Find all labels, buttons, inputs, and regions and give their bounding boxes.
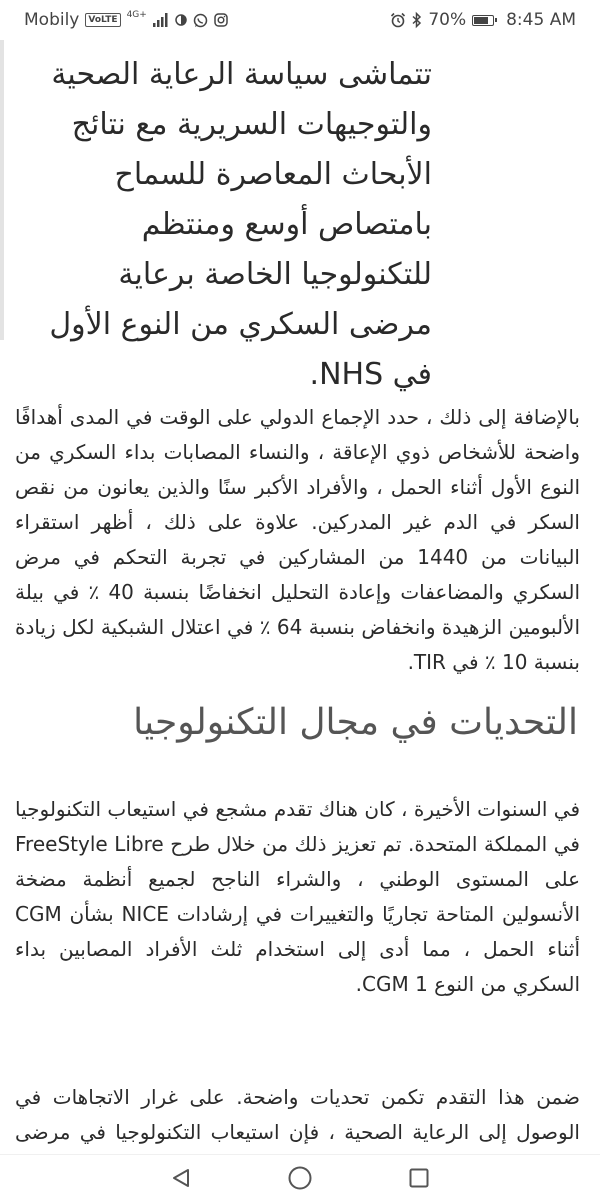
volte-badge: VoLTE — [85, 13, 120, 27]
status-left — [24, 10, 228, 30]
status-right — [390, 10, 576, 30]
navigation-bar — [0, 1154, 600, 1200]
section-heading: التحديات في مجال التكنولوجيا — [133, 702, 578, 743]
paragraph-3: ضمن هذا التقدم تكمن تحديات واضحة. على غرار الاتجاهات في الوصول إلى الرعاية الصحية ، فإن استيعاب التكنولوجيا في مرضى — [15, 1085, 580, 1144]
network-type: 4G+ — [126, 9, 147, 20]
home-circle-icon[interactable] — [287, 1165, 313, 1191]
status-bar — [0, 0, 600, 40]
pull-quote-text: تتماشى سياسة الرعاية الصحية والتوجيهات السريرية مع نتائج الأبحاث المعاصرة للسماح بامتصاص أوسع ومنتظم للتكنولوجيا الخاصة برعاية مرضى السكري من النوع الأول في NHS. — [49, 57, 432, 392]
paragraph-2: في السنوات الأخيرة ، كان هناك تقدم مشجع في استيعاب التكنولوجيا في المملكة المتحدة. تم تعزيز ذلك من خلال طرح FreeStyle Libre على المستوى الوطني ، والشراء الناجح لجميع أنظمة مضخة الأنسولين المتاحة تجاريًا والتغييرات في إرشادات NICE بشأن CGM أثناء الحمل ، مما أدى إلى استخدام ثلث الأفراد المصابين بداء السكري من النوع 1 CGM. — [15, 797, 580, 996]
back-triangle-icon[interactable] — [170, 1167, 192, 1189]
recents-square-icon[interactable] — [408, 1167, 430, 1189]
battery-icon — [472, 15, 494, 26]
whatsapp-icon — [193, 13, 208, 28]
article-content — [0, 40, 600, 1155]
battery-percent: 70% — [428, 10, 467, 30]
pull-quote — [0, 40, 600, 392]
instagram-icon — [214, 13, 228, 27]
quote-border — [0, 40, 4, 340]
carrier-name: Mobily — [24, 10, 80, 30]
signal-icon — [153, 13, 169, 27]
clock: 8:45 AM — [506, 10, 576, 30]
data-saver-icon — [175, 14, 187, 26]
paragraph-1: بالإضافة إلى ذلك ، حدد الإجماع الدولي على الوقت في المدى أهدافًا واضحة للأشخاص ذوي الإعاقة ، والنساء المصابات بداء السكري من النوع الأول أثناء الحمل ، والأفراد الأكبر سنًا والذين يعانون من نقص السكر في الدم غير المدركين. علاوة على ذلك ، أظهر استقراء البيانات من 1440 من المشاركين في تجربة التحكم في مرض السكري والمضاعفات وإعادة التحليل انخفاضًا بنسبة 40 ٪ في بيلة الألبومين الزهيدة وانخفاض بنسبة 64 ٪ في اعتلال الشبكية لكل زيادة بنسبة 10 ٪ في TIR. — [15, 405, 581, 674]
bluetooth-icon — [412, 12, 422, 28]
alarm-icon — [390, 12, 406, 28]
